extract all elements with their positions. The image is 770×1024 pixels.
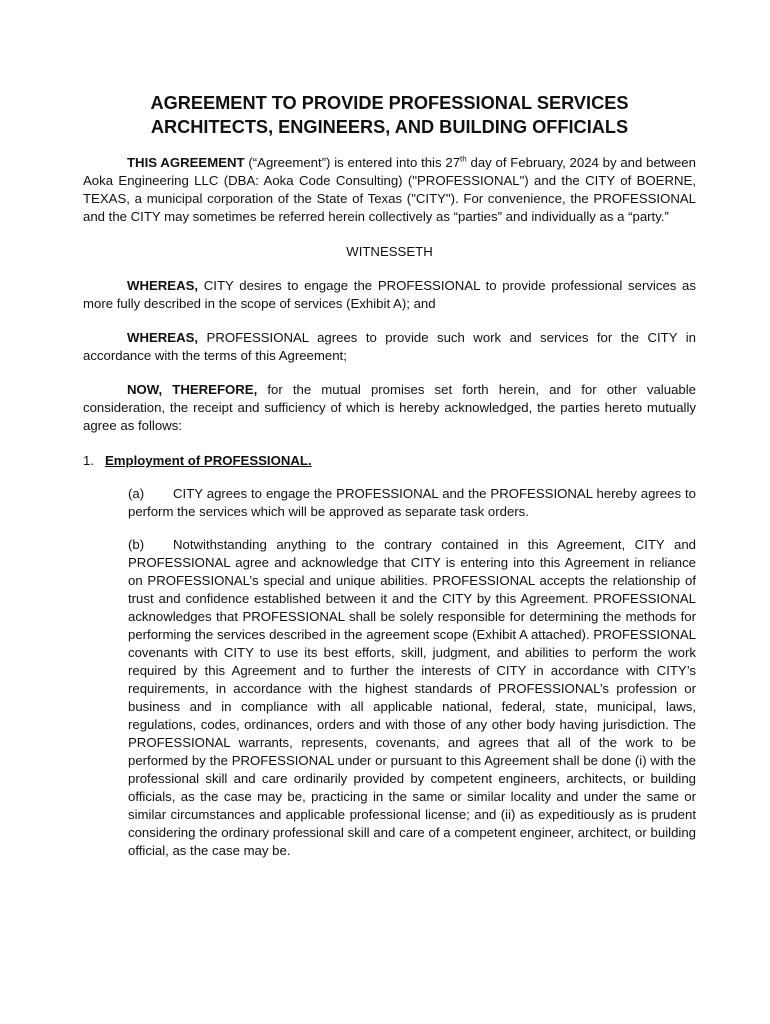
whereas-paragraph-1 — [83, 277, 696, 313]
intro-text-1: (“Agreement”) is entered into this 27 — [244, 155, 461, 170]
now-therefore-text: for the mutual promises set forth herein, and for other valuable consideration, the receipt and sufficiency of which is hereby acknowledged, the parties hereto mutually agree as follows: — [83, 382, 697, 433]
section-1a-text: CITY agrees to engage the PROFESSIONAL and the PROFESSIONAL hereby agrees to perform the services which will be approved as separate task orders. — [128, 486, 696, 519]
section-1a-paragraph — [128, 485, 696, 521]
section-1b-label: (b) — [128, 537, 145, 552]
section-1a-label: (a) — [128, 486, 145, 501]
document-title — [83, 0, 696, 139]
title-line-1: AGREEMENT TO PROVIDE PROFESSIONAL SERVICES — [150, 93, 629, 113]
section-1-title: Employment of PROFESSIONAL. — [105, 453, 312, 468]
whereas-2-bold: WHEREAS, — [127, 330, 199, 345]
section-1b-text: Notwithstanding anything to the contrary contained in this Agreement, CITY and PROFESSIONAL agree and acknowledge that CITY is entering into this Agreement in reliance on PROFESSIONAL’s special and unique abilities. PROFESSIONAL accepts the relationship of trust and confidence established between it and the CITY by this Agreement. PROFESSIONAL acknowledges that PROFESSIONAL shall be solely responsible for determining the methods for performing the services described in the agreement scope (Exhibit A attached). PROFESSIONAL covenants with CITY to use its best efforts, skill, judgment, and abilities to perform the work required by this Agreement and to further the interests of CITY in accordance with CITY’s requirements, in accordance with the highest standards of PROFESSIONAL’s profession or business and in compliance with all applicable national, federal, state, municipal, laws, regulations, codes, ordinances, orders and with those of any other body having jurisdiction. The PROFESSIONAL warrants, represents, covenants, and agrees that all of the work to be performed by the PROFESSIONAL under or pursuant to this Agreement shall be done (i) with the professional skill and care ordinarily provided by competent engineers, architects, or building officials, as the case may be, practicing in the same or similar locality and under the same or similar circumstances and applicable professional license; and (ii) as expeditiously as is prudent considering the ordinary professional skill and care of a competent engineer, architect, or building official, as the case may be. — [128, 537, 696, 858]
section-1b-paragraph — [128, 536, 696, 860]
whereas-1-text: CITY desires to engage the PROFESSIONAL to provide professional services as more fully described in the scope of services (Exhibit A); and — [83, 278, 696, 311]
whereas-1-bold: WHEREAS, — [127, 278, 199, 293]
intro-bold: THIS AGREEMENT — [127, 155, 245, 170]
whereas-paragraph-2 — [83, 329, 696, 365]
now-therefore-bold: NOW, THEREFORE, — [127, 382, 258, 397]
section-1-number: 1. — [83, 453, 94, 468]
witnesseth-heading: WITNESSETH — [346, 244, 433, 259]
whereas-2-text: PROFESSIONAL agrees to provide such work and services for the CITY in accordance with the terms of this Agreement; — [83, 330, 696, 363]
section-1-heading — [83, 452, 696, 470]
intro-text-2: day of February, 2024 by and between Aoka Engineering LLC (DBA: Aoka Code Consulting) ("PROFESSIONAL") and the CITY of BOERNE, TEXAS, a municipal corporation of the State of Texas ("CITY"). For convenience, the PROFESSIONAL and the CITY may sometimes be referred herein collectively as “parties” and individually as a “party.” — [83, 155, 696, 224]
intro-paragraph — [83, 154, 696, 226]
intro-superscript: th — [460, 154, 467, 164]
now-therefore-paragraph — [83, 381, 696, 435]
title-line-2: ARCHITECTS, ENGINEERS, AND BUILDING OFFICIALS — [150, 117, 629, 137]
